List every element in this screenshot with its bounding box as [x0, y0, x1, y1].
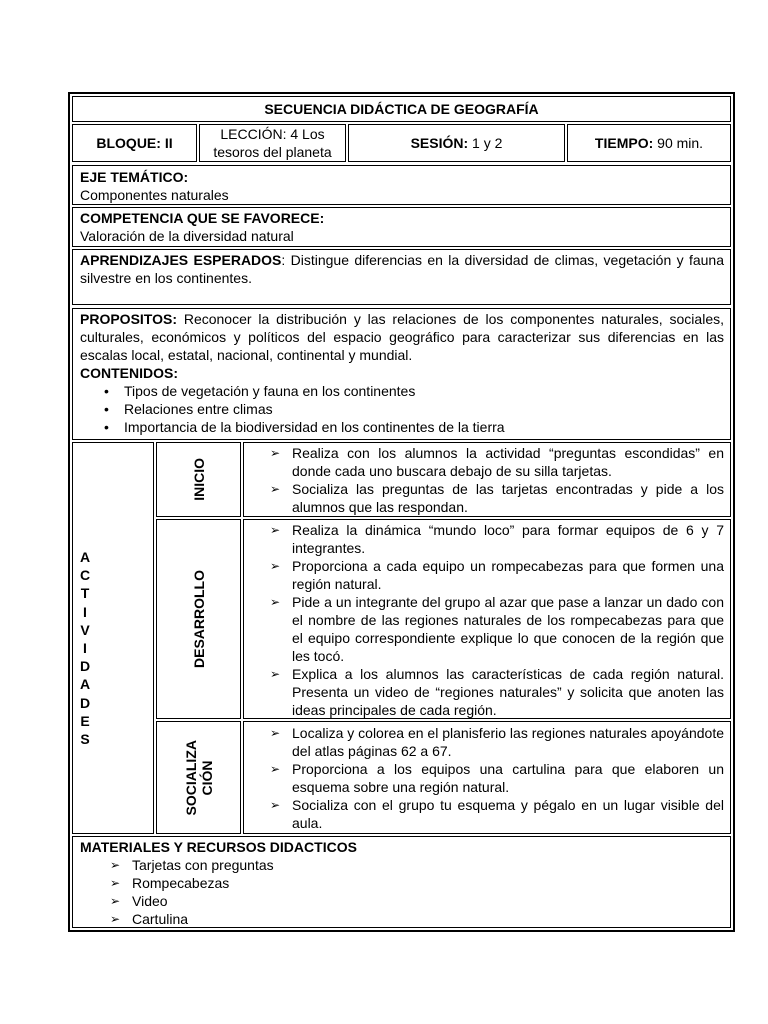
inicio-content [243, 442, 731, 517]
list-item: ➢ Proporciona a cada equipo un rompecabezas para que formen una región natural. [270, 558, 724, 592]
actividades-label [78, 548, 92, 748]
list-item: ➢ Pide a un integrante del grupo al azar que pase a lanzar un dado con el nombre de las regiones naturales de los rompecabezas para que el equipo correspondiente explique lo que conocen de la región que les tocó. [270, 594, 724, 664]
list-item: ➢ Socializa las preguntas de las tarjetas encontradas y pide a los alumnos que las respondan. [270, 481, 724, 515]
leccion-cell [199, 124, 346, 162]
tiempo-value: 90 min. [657, 135, 704, 151]
list-item: ➢ Video [110, 893, 168, 909]
bloque-value: II [164, 135, 173, 151]
arrow-bullet-icon: ➢ [270, 726, 281, 740]
actividades-letter: V [80, 621, 90, 638]
list-item: ➢ Realiza la dinámica “mundo loco” para formar equipos de 6 y 7 integrantes. [270, 522, 724, 556]
list-item: ➢ Rompecabezas [110, 875, 230, 891]
arrow-bullet-icon: ➢ [270, 667, 281, 681]
list-item: ➢ Cartulina [110, 911, 189, 927]
list-item: ➢ Proporciona a los equipos una cartulina para que elaboren un esquema sobre una región natural. [270, 761, 724, 795]
eje-value: Componentes naturales [80, 187, 229, 203]
actividades-letter: D [79, 694, 91, 711]
competencia-label: COMPETENCIA QUE SE FAVORECE: [80, 210, 325, 226]
actividades-letter: C [79, 567, 91, 584]
socializacion-label: SOCIALIZA CIÓN [182, 739, 215, 816]
list-item: ➢ Explica a los alumnos las características de cada región natural. Presenta un video de “regiones naturales” y solicita que anoten las ideas principales de cada región. [270, 666, 724, 718]
materiales-list [80, 856, 724, 928]
list-item: • Tipos de vegetación y fauna en los continentes [124, 382, 724, 400]
list-item: ➢ Socializa con el grupo tu esquema y pégalo en un lugar visible del aula. [270, 797, 724, 831]
actividades-letter: T [80, 585, 90, 602]
eje-label: EJE TEMÁTICO: [80, 169, 189, 185]
aprendizajes-label: APRENDIZAJES ESPERADOS [80, 252, 282, 268]
arrow-bullet-icon: ➢ [270, 559, 281, 573]
desarrollo-label-cell [156, 519, 241, 719]
desarrollo-label: DESARROLLO [190, 570, 207, 668]
arrow-bullet-icon: ➢ [110, 912, 121, 926]
inicio-label-cell [156, 442, 241, 517]
sesion-label: SESIÓN: [410, 135, 469, 151]
arrow-bullet-icon: ➢ [270, 446, 281, 460]
contenidos-list [80, 382, 724, 436]
competencia-section [72, 207, 731, 247]
inicio-list [244, 444, 724, 516]
list-item: • Importancia de la biodiversidad en los continentes de la tierra [124, 418, 724, 436]
propositos-value: Reconocer la distribución y las relaciones de los componentes naturales, sociales, culturales, económicos y políticos del espacio geográfico para caracterizar sus diferencias en las escalas local, estatal, nacional, continental y mundial. [80, 311, 724, 363]
contenidos-label: CONTENIDOS: [80, 365, 178, 381]
materiales-section [72, 836, 731, 928]
actividades-letter: E [80, 712, 90, 729]
arrow-bullet-icon: ➢ [110, 858, 121, 872]
arrow-bullet-icon: ➢ [270, 482, 281, 496]
socializacion-list [244, 724, 724, 832]
aprendizajes-section [72, 249, 731, 305]
bloque-cell [72, 124, 197, 162]
propositos-paragraph [80, 310, 724, 364]
actividades-letter: I [83, 640, 87, 657]
actividades-letter: I [83, 603, 87, 620]
arrow-bullet-icon: ➢ [110, 894, 121, 908]
propositos-label: PROPOSITOS: [80, 311, 177, 327]
list-item: • Relaciones entre climas [124, 400, 724, 418]
competencia-value: Valoración de la diversidad natural [80, 228, 294, 244]
inicio-label: INICIO [190, 458, 207, 501]
sesion-cell [348, 124, 565, 162]
propositos-section [72, 308, 731, 440]
tiempo-cell [567, 124, 731, 162]
bloque-label: BLOQUE: [96, 135, 161, 151]
aprendizajes-value: : Distingue diferencias en la diversidad de climas, vegetación y fauna silvestre en los continentes. [80, 252, 724, 286]
arrow-bullet-icon: ➢ [110, 876, 121, 890]
list-item: ➢ Localiza y colorea en el planisferio las regiones naturales apoyándote del atlas páginas 62 a 67. [270, 725, 724, 759]
actividades-letter: S [80, 731, 90, 748]
arrow-bullet-icon: ➢ [270, 798, 281, 812]
socializacion-content [243, 721, 731, 834]
socializacion-label-cell [156, 721, 241, 834]
arrow-bullet-icon: ➢ [270, 595, 281, 609]
actividades-letter: A [79, 549, 91, 565]
list-item: ➢ Tarjetas con preguntas [110, 857, 274, 873]
leccion-text: LECCIÓN: 4 Los tesoros del planeta [213, 126, 332, 160]
list-item: ➢ Realiza con los alumnos la actividad “preguntas escondidas” en donde cada uno buscara debajo de su silla tarjetas. [270, 445, 724, 479]
desarrollo-content [243, 519, 731, 719]
materiales-label: MATERIALES Y RECURSOS DIDACTICOS [80, 839, 357, 855]
sesion-value: 1 y 2 [472, 135, 503, 151]
eje-tematico-section [72, 165, 731, 205]
tiempo-label: TIEMPO: [594, 135, 654, 151]
arrow-bullet-icon: ➢ [270, 762, 281, 776]
arrow-bullet-icon: ➢ [270, 523, 281, 537]
actividades-letter: D [79, 658, 91, 675]
document-title: SECUENCIA DIDÁCTICA DE GEOGRAFÍA [72, 96, 731, 122]
actividades-letter: A [79, 676, 91, 693]
desarrollo-list [244, 521, 724, 719]
